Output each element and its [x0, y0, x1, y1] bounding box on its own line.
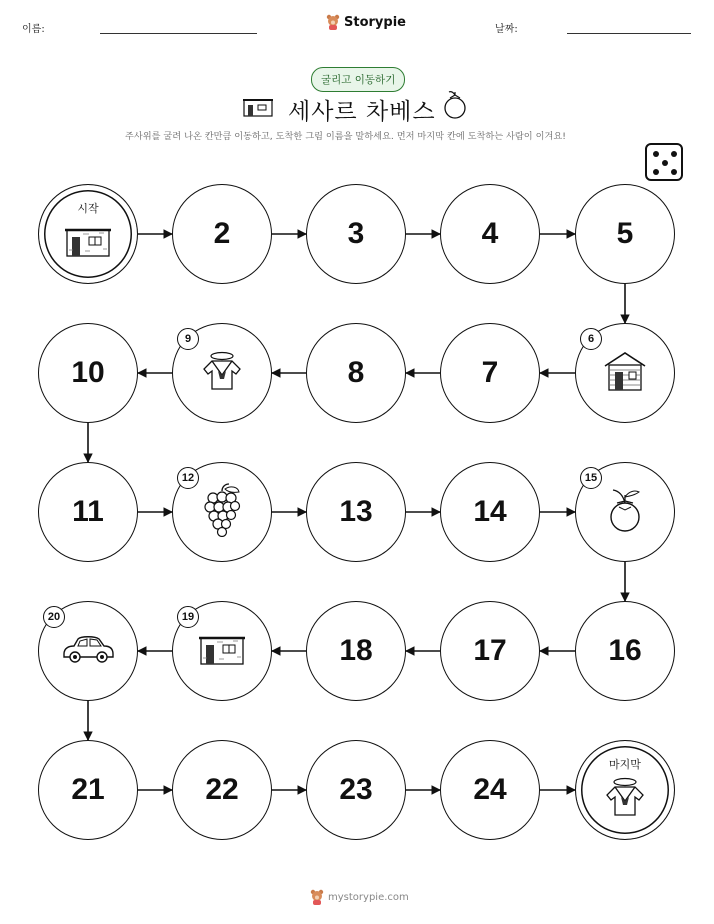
footer — [310, 889, 409, 905]
space-number: 15 — [580, 467, 602, 489]
space-number: 9 — [177, 328, 199, 350]
tomato-icon — [605, 487, 645, 537]
board-space-17 — [440, 601, 540, 701]
board-space-10 — [38, 323, 138, 423]
board-space-4 — [440, 184, 540, 284]
car-icon — [61, 634, 115, 668]
board-space-18 — [306, 601, 406, 701]
board-space-7 — [440, 323, 540, 423]
board-space-5 — [575, 184, 675, 284]
space-number: 12 — [177, 467, 199, 489]
grapes-icon — [203, 483, 241, 541]
space-number: 14 — [473, 495, 507, 528]
date-label: 날짜: — [495, 24, 518, 35]
board-space-21 — [38, 740, 138, 840]
space-number: 20 — [43, 606, 65, 628]
board-space-19 — [172, 601, 272, 701]
bear-icon — [310, 889, 324, 905]
board-space-2 — [172, 184, 272, 284]
cabin-icon — [601, 350, 649, 396]
space-number: 21 — [71, 773, 105, 806]
board-space-3 — [306, 184, 406, 284]
name-label: 이름: — [22, 24, 45, 35]
start-space — [38, 184, 138, 284]
space-number: 22 — [205, 773, 239, 806]
sailor-shirt-icon — [603, 777, 647, 821]
board-space-24 — [440, 740, 540, 840]
activity-badge: 굴리고 이동하기 — [311, 67, 405, 92]
sailor-shirt-icon — [200, 351, 244, 395]
board-space-15 — [575, 462, 675, 562]
space-number: 16 — [608, 634, 642, 667]
board-space-16 — [575, 601, 675, 701]
footer-url: mystorypie.com — [328, 891, 409, 903]
space-number: 2 — [213, 217, 231, 250]
finish-label: 마지막 — [609, 758, 641, 771]
finish-space — [575, 740, 675, 840]
house-icon — [65, 224, 111, 262]
brand-name: Storypie — [344, 14, 406, 30]
space-number: 4 — [481, 217, 499, 250]
board-space-8 — [306, 323, 406, 423]
house-icon — [199, 632, 245, 670]
space-number: 23 — [339, 773, 373, 806]
space-number: 6 — [580, 328, 602, 350]
space-number: 13 — [339, 495, 373, 528]
space-number: 24 — [473, 773, 507, 806]
board-space-22 — [172, 740, 272, 840]
board-space-13 — [306, 462, 406, 562]
space-number: 10 — [71, 356, 105, 389]
space-number: 11 — [72, 495, 104, 528]
space-number: 7 — [481, 356, 499, 389]
board-space-12 — [172, 462, 272, 562]
board-space-20 — [38, 601, 138, 701]
space-number: 19 — [177, 606, 199, 628]
space-number: 18 — [339, 634, 373, 667]
board-space-6 — [575, 323, 675, 423]
start-label: 시작 — [77, 202, 99, 215]
space-number: 5 — [616, 217, 634, 250]
board-space-9 — [172, 323, 272, 423]
space-number: 8 — [347, 356, 365, 389]
board-space-23 — [306, 740, 406, 840]
page-title: 세사르 차베스 — [288, 99, 436, 125]
board-space-14 — [440, 462, 540, 562]
space-number: 3 — [347, 217, 365, 250]
board-space-11 — [38, 462, 138, 562]
space-number: 17 — [473, 634, 507, 667]
instructions: 주사위를 굴려 나온 칸만큼 이동하고, 도착한 그림 이름을 말하세요. 먼저 마지막 칸에 도착하는 사람이 이겨요! — [125, 131, 566, 142]
